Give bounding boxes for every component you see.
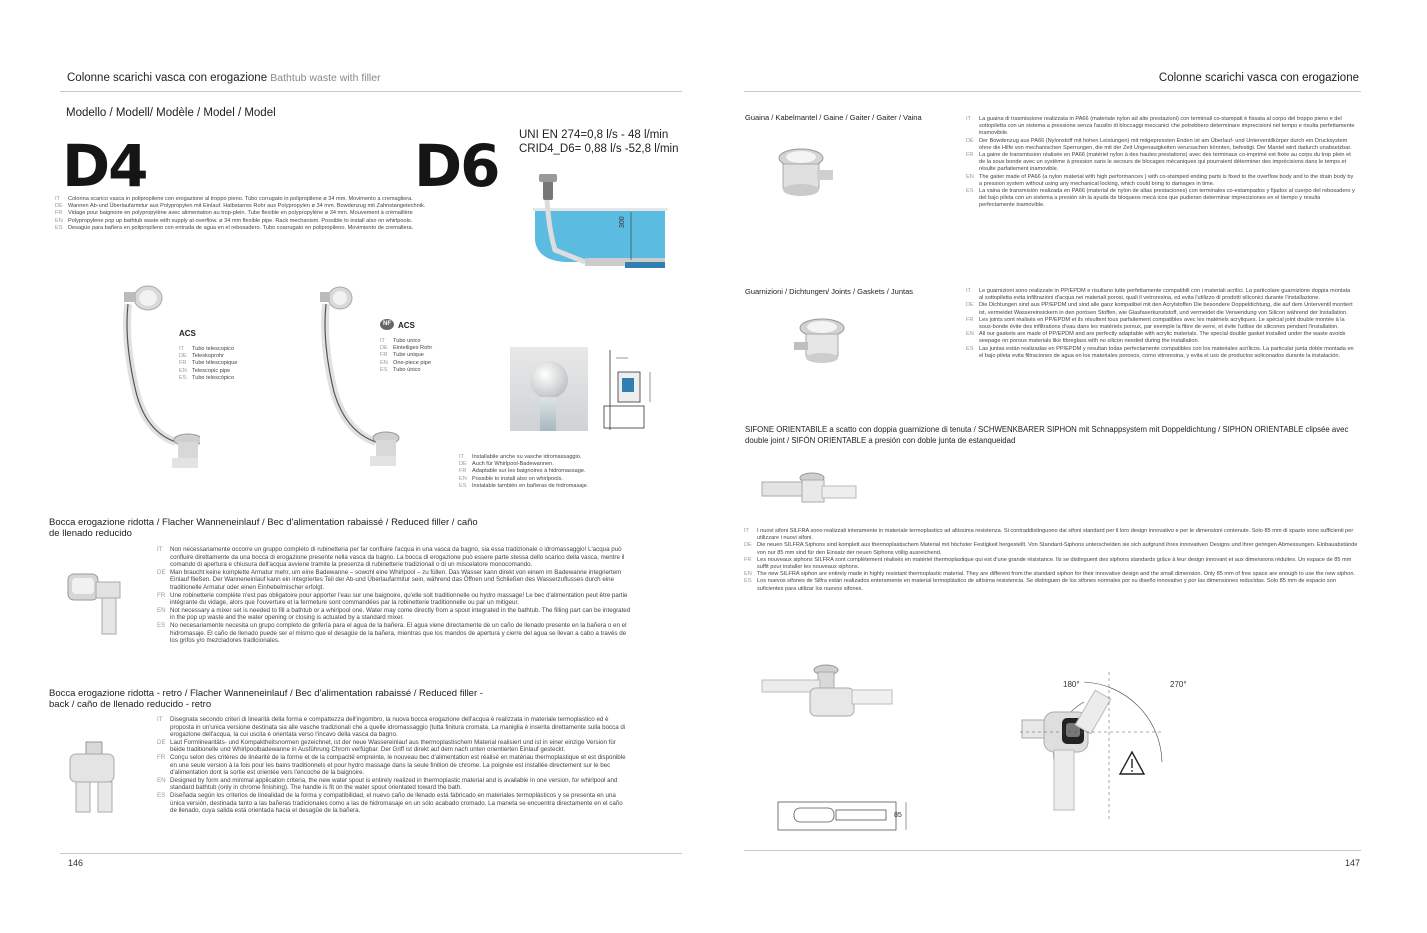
bathtub-section-diagram — [525, 170, 670, 275]
intro-text — [55, 196, 515, 232]
header-rule — [60, 91, 682, 92]
gaiter-title: Guaina / Kabelmantel / Gaine / Gaiter / Gaiter / Vaina — [745, 113, 922, 122]
acs2-title: ACS — [398, 321, 415, 330]
dimension-300: 300 — [619, 216, 626, 228]
acs1-title: ACS — [179, 329, 196, 338]
right-page — [714, 0, 1427, 933]
page-header — [67, 72, 381, 84]
page-header — [1159, 72, 1359, 84]
model-d4: D4 — [62, 132, 147, 200]
page-number: 147 — [1344, 858, 1360, 868]
reduced-filler-back-text: IT Disegnata secondo criteri di linearità della forma e compattezza dell'ingombro, la nuova bocca erogazione dell'acqua è realizzata in materiale termoplastico ed è proposta in un'unica versione destinata sia alle vasche tradizionali che a quelle idromassaggio (tutta finitura cromata. La maniglia è inserita direttamente sulla bocca di erogazione dell'acqua, la cui uscita è orientata verso l'incavo della vasca da bagno. DE Laut Formlinearitäts- und Kompaktheitsnormen gezeichnet, ist der neue Wassereinlauf aus thermoplastischem Material realisiert und ist in einer einzige Version für beide traditionelle und Whirlpoolbadewanne in Ausführung Chrom verfügbar. Der Griff ist direkt auf dem nach unten orientierten Einlauf gesteckt. FR Conçu selon des critères de linéarité de la forme et de la compacité empreinte, le nouveau bec d'alimentation est réalisé en matériau thermoplastique et est disponible en une seule version à la fois pour les bains traditionnels et pour hydro massage dans la seule finition de chrome. La poignée est installée directement sur le bec d'alimentation dont la sortie est orientée vers l'encoche de la baignoire. EN Designed by form and minimal application criteria, the new water spout is entirely realized in thermoplastic material and is available in one version, for whirlpool and standard bathtub (only in chrome finishing). The handle is fit on the water spout orientated toward the bath. ES Diseñada según los criterios de linealidad de la forma y compatibilidad, el nuevo caño de llenado está fabricado en materiales termoplásticos y se presenta en una única versión, destinada tanto a las bañeras tradicionales como a las de hidromasaje en un sólo acabado cromado. La maneta se encuentra directamente en el caño de llenado, cuya salida está orientada hacia el desagüe de la bañera. — [157, 716, 626, 815]
siphon-assembly-image — [760, 660, 900, 726]
warning-icon — [1120, 752, 1144, 774]
siphon-title: SIFONE ORIENTABILE a scatto con doppia guarnizione di tenuta / SCHWENKBARER SIPHON mit Schnappsystem mit Doppeldichtung / SIPHON ORIENTABLE clipsée avec double joint / SIFÓN ORIENTABLE a presión con doble junta de estanqueidad — [745, 425, 1349, 445]
gaskets-product-image — [792, 316, 862, 376]
reduced-filler-title: Bocca erogazione ridotta / Flacher Wanneneinlauf / Bec d'alimentation rabaissé / Reduced filler / caño de llenado reducido — [49, 517, 478, 539]
reduced-filler-back-product-image — [62, 736, 126, 816]
header-title: Colonne scarichi vasca con erogazione — [1158, 72, 1359, 84]
acs2-list: IT Tubo unico DE Einteiliges Rohr FR Tube unique EN One-piece pipe ES Tubo único — [380, 338, 433, 373]
intro-es: ES Desagüe para bañera en polipropileno con entrada de agua en el rebosadero. Tubo coarrugato en polipropileno. Movimiento de cremallera. — [55, 224, 414, 231]
nf-badge: NF — [380, 319, 394, 330]
reduced-filler-back-title: Bocca erogazione ridotta - retro / Flacher Wanneneinlauf / Bec d'alimentation rabaissé / Reduced filler - back / caño de llenado reducido - retro — [49, 688, 483, 710]
d6-waste-product-image — [310, 282, 400, 472]
page-number: 146 — [68, 858, 84, 868]
siphon-rotation-diagram — [1014, 662, 1174, 832]
angle-270-label: 270° — [1170, 680, 1187, 689]
overflow-technical-drawing — [598, 348, 668, 432]
flow-spec — [519, 128, 678, 156]
whirlpool-note: IT Installabile anche su vasche idromassaggio. DE Auch für Whirlpool-Badewannen. FR Adaptable sur les baignoires à hidromassage. EN Possible to install also on whirlpools. ES Instalable también en bañeras de hidromasaje. — [459, 454, 589, 489]
siphon-product-image — [760, 468, 860, 510]
overflow-filler-photo — [510, 347, 588, 431]
footer-rule — [60, 853, 682, 854]
header-title: Colonne scarichi vasca con erogazione — [67, 72, 268, 84]
gaiter-product-image — [769, 144, 839, 204]
footer-rule — [744, 850, 1361, 851]
dimension-85: 85 — [894, 812, 902, 819]
reduced-filler-product-image — [62, 566, 126, 638]
spec-line-1: UNI EN 274=0,8 l/s - 48 l/min — [519, 129, 669, 141]
angle-180-label: 180° — [1063, 680, 1080, 689]
model-label: Modello / Modell/ Modèle / Model / Model — [66, 107, 276, 119]
model-d6: D6 — [414, 132, 499, 200]
intro-en: EN Polypropylene pop up bathtub waste with supply at overflow. ø 34 mm flexible pipe. Rack mechanism. Possible to install also on whirlpools. — [55, 217, 413, 224]
gaiter-text: IT La guaina di trasmissione realizzata in PA66 (materiale nylon ad alte prestazioni) con terminali co-stampati è fissata al corpo del troppo pieno e del sottopiletta con un sistema a pressione senza l'ausilio di bloccaggi meccanici che potrebbero determinare imprecisioni nel tempo e risulta perfettamente inamovibile. DE Der Bowdenzug aus PA66 (Nylonstoff mit hohen Leistungen) mit mitgepressten Enden ist am Überlauf- und Unterventilkörper durch ein Drucksystem ohne die Hilfe von mechanischen Sperrungen, die mit der Zeit Ungenauigkeiten verursachen könnten, befestigt. Der Mantel wird dadurch unabsetzbar. FR La gaine de transmission réalisée en PA66 (matériel nylon à des hautes prestations) avec des terminaux co-imprimé est fixée au corps du trop plein et de la sous bonde avec un système à pression sans le secours de blocages mécaniques qui pourraient déterminer des imprécisions dans le temps et résulte parfaitement inamovible. EN The gaiter made of PA66 (a nylon material with high performances ) with co-stamped ending parts is fixed to the overflow body and to the drain body by a pression system without using any mechanical locking, which could bring to damages in time. ES La vaina de transmisión realizada en PA66 (material de nylon de altas prestaciones) con terminales co-estampados y fijados al cuerpo del rebosadero y del bajo pileta con un sistema a presión sin la ayuda de bloqueos mecá icos que pudieran determinar imprecisiones en el tiempo y resulta perfectamente inamovible. — [966, 116, 1355, 209]
intro-de: DE Wannen Ab-und Überlaufarmitur aus Polypropylen mit Einlauf. Halbstarres Rohr aus Polypropylen ø 34 mm. Bowdenzug mit Zahnstangetechnik. — [55, 203, 426, 210]
left-page — [0, 0, 713, 933]
gaskets-title: Guarnizioni / Dichtungen/ Joints / Gaskets / Juntas — [745, 287, 913, 296]
siphon-text: IT I nuovi sifoni SILFRA sono realizzati interamente in materiale termoplastico ad altissima resistenza. Si contraddistinguono dai sifoni standard per il loro design innovativo e per le dimensioni contenute. Solo 85 mm di spazio sono sufficienti per utilizzare i nuovi sifoni. DE Die neuen SILFRA Siphons sind komplett aus thermoplastischem Material mit höchster Festigkeit hergestellt. Von Standard-Siphons unterscheiden sie sich aufgrund ihres innovativen Designs und ihrer geringen Abmessungen. Einbauabstände von nur 85 mm sind für den Einsatz der neuen Siphons völlig ausreichend. FR Les nouveaux siphons SILFRA sont complètement réalisés en matériel thermoplastique qui est d'une grande résistance. Ils se distinguent des siphons standards grâce à leur design innovant et aux dimensions réduites. Un espace de 85 mm suffit pour installer les nouveaux siphons. EN The new SILFRA siphon are entirely made in highly resistant thermoplastic material. They are different from the standard siphon for their innovative design and the small dimension. Only 85 mm of free space are enough to use the new siphon. ES Los nuevos sifones de Silfra están realizados enteramente en material termoplástico de altísima resistencia. Se distinguen de los sifones normales por su diseño innovativo y por las dimensiones reducidas. Solo 85 mm de espacio son suficientes para utilizar los nuevos sifones. — [744, 528, 1358, 592]
spec-line-2: CRID4_D6= 0,88 l/s -52,8 l/min — [519, 143, 679, 155]
acs1-list: IT Tubo telescopico DE Teleskoprohr FR Tube télescopique EN Telescopic pipe ES Tubo telescópico — [179, 346, 238, 381]
intro-fr: FR Vidage pour baignoire en polypropylène avec alimentation au trop-plein. Tube flexible en polypropylène ø 34 mm. Mouvement à crémaillère — [55, 210, 413, 217]
reduced-filler-text: IT Non necessariamente occorre un gruppo completo di rubinetteria per far confluire l'acqua in una vasca da bagno, sia essa tradizionale o idromassaggio! L'acqua può confluire direttamente da una bocca di erogazione presente nella vasca da bagno. La bocca di erogazione può essere parte stessa dello scarico della vasca, mentre il comando di apertura e chiusura dell'acqua avviene tramite la presenza di rubinetterie tradizionali o di un miscelatore monocomando. DE Man braucht keine komplette Armatur mehr, um eine Badewanne – sowohl eine Whirlpool – zu füllen. Das Wasser kann direkt von einem im Badewanne integriertem Einlauf fließen. Der Wanneneinlauf kann ein integriertes Teil der Ab-und Überlaufarmitur sein, während das Öffnen und Schließen des Wasserzuflusses durch eine traditionelle Armatur oder einen Einhebelmischer erfolgt. FR Une robinetterie complète n'est pas obligatoire pour apporter l'eau sur une baignoire, qu'elle soit traditionnelle ou hydro massage! Le bec d'alimentation peut être partie intégrante du vidage, alors que l'ouverture et la fermeture sont commandées par la robinetterie traditionnelle ou par un mitigeur. EN Not necessary a mixer set is needed to fill a bathtub or a whirlpool one. Water may come directly from a spout integrated in the bathtub. The filling part can be integrated in the pop up waste and the water opening or closing is actuated by a standard mixer. ES No necesariamente necesita un grupo completo de grifería para el agua de la bañera. El agua viene directamente de un caño de llenado presente en la bañera o en el hidromasaje. El caño de llenado puede ser el mismo que el desagüe de la bañera, mientras que los mandos de apertura y cierre del agua se llevan a cabo a través de los grifos y/o mezcladores tradicionales. — [157, 546, 631, 645]
intro-it: IT Colonna scarico vasca in polipropilene con erogazione al troppo pieno. Tubo corrugato in polipropilene ø 34 mm. Movimento a cremagliera. — [55, 196, 413, 202]
gaskets-text: IT Le guarnizioni sono realizzate in PP/EPDM e risultano tutte perfettamente compatibili con i materiali acrilici. La particolare guarnizione doppia montata al sottopiletta evita infiltrazioni d'acqua nei materiali porosi, quali il vetroresina, ed evita l'utilizzo di prodotti siliconici durante l'installazione. DE Die Dichtungen sind aus PP/EPDM und sind alle ganz kompatibel mit den Acrylstoffen Die besondere Doppeldichtung, die auf dem Unterventil montiert ist, vermeidet Wassereinsickern in den porösen Stoffen, wie Glasfaserkunststoff, und vermeidet die Verwendung von Silicon während der Installation. FR Les joints sont réalisés en PP/EPDM et ils résultent tous parfaitement compatibles avec les matériels acryliques. Le spécial joint double montée à la sous-bonde évite des infiltrations d'eau dans les matériels poreux, par exemple la fibre de verre, et évite l'utilise de silicones pendant l'installation. EN All our gaskets are made of PP/EPDM and are perfectly adaptable with acrylic materials. The special double gasket installed under the waste avoids seepage on porous materials like fibreglass with no silicon needed during the installation. ES Las juntas están realizadas en PP/EPDM y resultan todas perfectamente compatibles con los materiales acrílicos. La particular junta doble montada en el bajo pileta evita filtraciones de agua en los materiales porosos, como vitroresina, y evita el uso de productos soliconados durante la instalación. — [966, 288, 1354, 359]
header-subtitle: Bathtub waste with filler — [270, 72, 381, 84]
header-rule — [744, 91, 1361, 92]
